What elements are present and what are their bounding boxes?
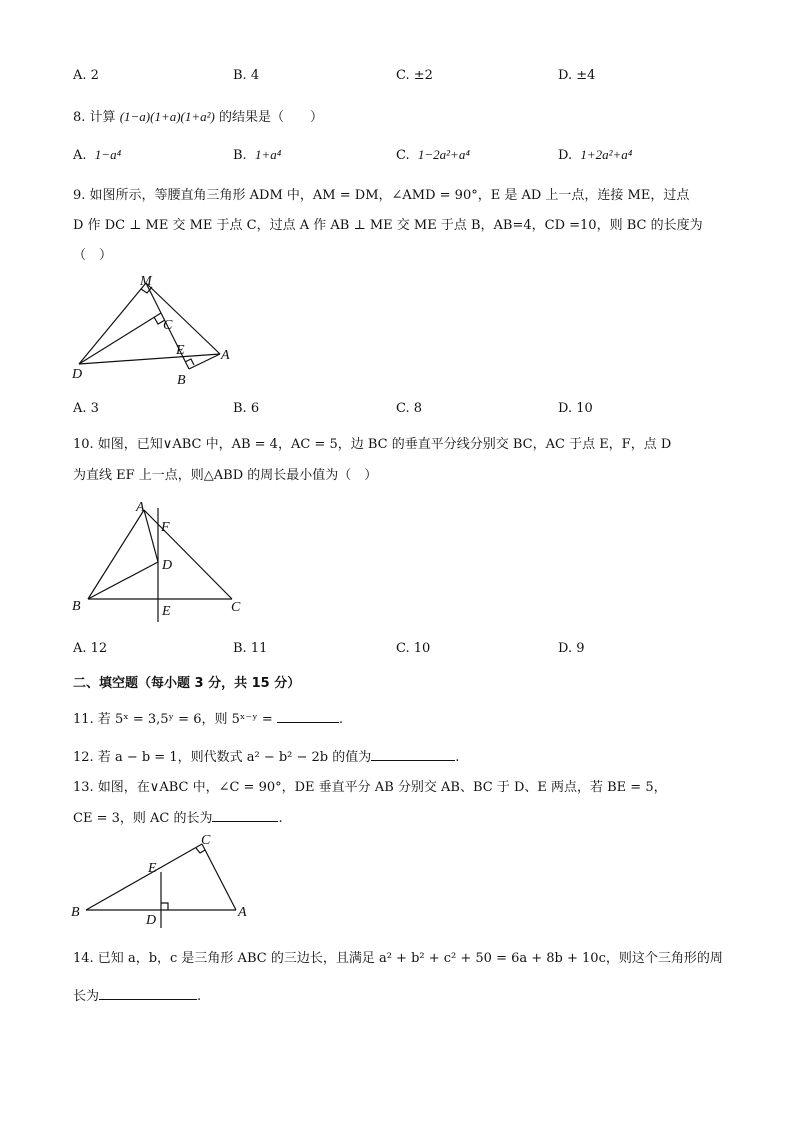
- q8-suffix: 的结果是（ ）: [219, 110, 324, 125]
- segment-bc: [86, 844, 202, 910]
- segment-dc: [79, 313, 161, 364]
- q10-option-a: A. 12: [73, 641, 108, 656]
- label-a: A: [238, 905, 247, 920]
- q7-option-b: B. 4: [233, 68, 260, 83]
- right-angle-c: [196, 848, 205, 853]
- q14-stem-line2: 长为 .: [73, 989, 202, 1004]
- label-e: E: [176, 343, 185, 358]
- q11-answer-blank[interactable]: [277, 710, 339, 723]
- label-b: B: [71, 905, 80, 920]
- q9-figure: [60, 268, 250, 393]
- q9-option-b: B. 6: [233, 401, 260, 416]
- label-e: E: [148, 861, 157, 876]
- label-b: B: [72, 599, 81, 614]
- q8-expression: (1−a)(1+a)(1+a²): [119, 109, 215, 124]
- q10-stem-line2: 为直线 EF 上一点，则△ABD 的周长最小值为（ ）: [73, 468, 378, 483]
- q9-option-c: C. 8: [396, 401, 423, 416]
- q8-option-c: C. 1−2a²+a⁴: [396, 147, 470, 163]
- label-b: B: [177, 373, 186, 388]
- q9-option-a: A. 3: [73, 401, 99, 416]
- q10-stem-line1: 10. 如图，已知∨ABC 中，AB = 4，AC = 5，边 BC 的垂直平分线分别交 BC，AC 于点 E，F，点 D: [73, 437, 672, 452]
- q9-stem-line1: 9. 如图所示，等腰直角三角形 ADM 中，AM = DM，∠AMD = 90°，E 是 AD 上一点，连接 ME，过点: [73, 188, 690, 203]
- segment-ac: [144, 510, 232, 599]
- q13-stem-line1: 13. 如图，在∨ABC 中，∠C = 90°，DE 垂直平分 AB 分别交 AB、BC 于 D、E 两点，若 BE = 5，: [73, 780, 667, 795]
- q9-option-d: D. 10: [558, 401, 593, 416]
- q8-stem: [73, 106, 323, 125]
- q13-figure: [64, 830, 264, 930]
- q8-option-a: A. 1−a⁴: [73, 147, 122, 163]
- q9-stem-line2: D 作 DC ⊥ ME 交 ME 于点 C，过点 A 作 AB ⊥ ME 交 ME 于点 B，AB=4，CD =10，则 BC 的长度为: [73, 218, 703, 233]
- q8-option-d: D. 1+2a²+a⁴: [558, 147, 633, 163]
- q7-option-d: D. ±4: [558, 68, 596, 83]
- q10-option-c: C. 10: [396, 641, 431, 656]
- q10-option-d: D. 9: [558, 641, 585, 656]
- label-e: E: [162, 604, 171, 619]
- q13-stem-line2: CE = 3，则 AC 的长为 .: [73, 811, 283, 826]
- right-angle-d: [161, 903, 168, 910]
- q8-prefix: 8. 计算: [73, 110, 116, 125]
- q7-option-c: C. ±2: [396, 68, 433, 83]
- q7-option-a: A. 2: [73, 68, 99, 83]
- label-d: D: [162, 558, 173, 573]
- q9-stem-line3: （ ）: [73, 248, 113, 263]
- label-c: C: [231, 600, 241, 615]
- label-a: A: [221, 348, 230, 363]
- q10-option-b: B. 11: [233, 641, 268, 656]
- label-d: D: [72, 367, 83, 382]
- segment-ca: [202, 844, 236, 910]
- q14-answer-blank[interactable]: [99, 987, 197, 1000]
- segment-dm: [79, 283, 146, 364]
- section-heading-fill-in: 二、填空题（每小题 3 分，共 15 分）: [73, 676, 301, 691]
- q14-stem-line1: 14. 已知 a，b，c 是三角形 ABC 的三边长，且满足 a² + b² + c² + 50 = 6a + 8b + 10c，则这个三角形的周: [73, 951, 723, 966]
- label-d: D: [146, 913, 157, 928]
- q8-option-b: B. 1+a⁴: [233, 147, 282, 163]
- segment-bd: [88, 562, 158, 599]
- q12-stem: 12. 若 a − b = 1，则代数式 a² − b² − 2b 的值为 .: [73, 750, 460, 765]
- segment-da: [79, 354, 220, 364]
- label-c: C: [201, 833, 211, 848]
- label-m: M: [140, 274, 152, 289]
- q11-stem: 11. 若 5ˣ = 3,5ʸ = 6，则 5ˣ⁻ʸ = .: [73, 712, 344, 727]
- q12-answer-blank[interactable]: [371, 748, 455, 761]
- q10-figure: [64, 494, 254, 624]
- label-c: C: [163, 318, 173, 333]
- q13-answer-blank[interactable]: [212, 809, 278, 822]
- label-f: F: [161, 520, 170, 535]
- segment-ab: [88, 510, 144, 599]
- label-a: A: [136, 500, 145, 515]
